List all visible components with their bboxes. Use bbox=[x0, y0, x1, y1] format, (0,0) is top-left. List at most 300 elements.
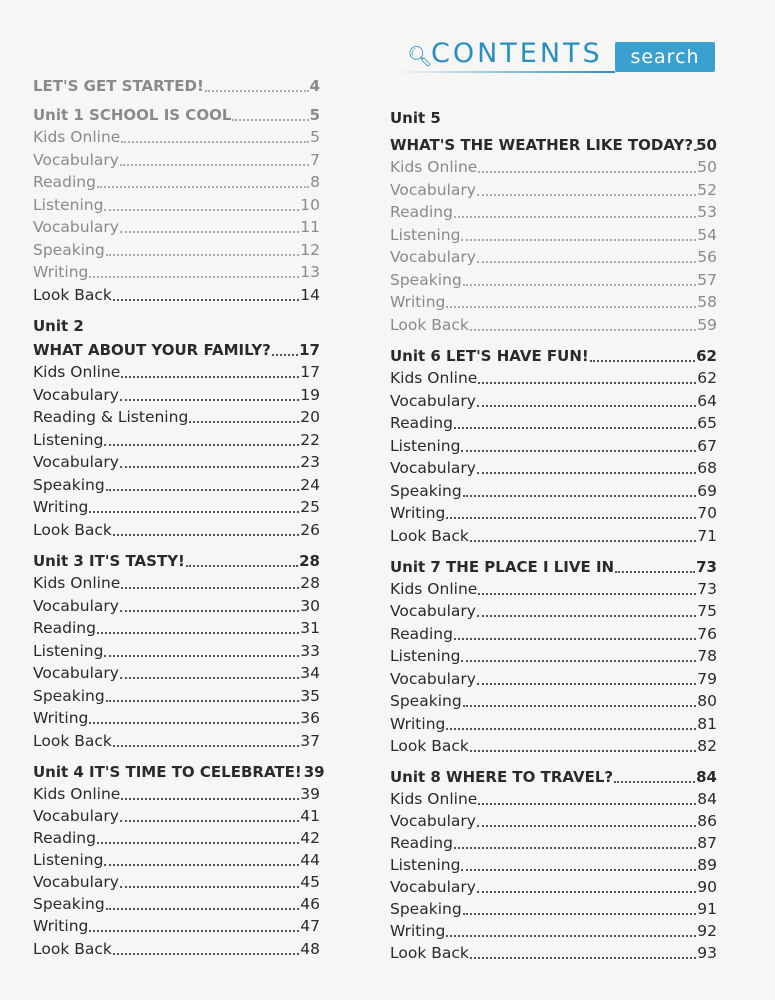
toc-entry-page: 23 bbox=[300, 453, 320, 471]
toc-entry bbox=[390, 479, 717, 501]
toc-entry-label: Listening bbox=[390, 856, 461, 874]
dot-leader bbox=[478, 803, 696, 805]
toc-entry-label: Vocabulary bbox=[33, 453, 119, 471]
header-rule bbox=[395, 71, 615, 73]
toc-entry bbox=[33, 170, 320, 192]
toc-entry-label: Writing bbox=[390, 293, 446, 311]
toc-entry-page: 11 bbox=[300, 218, 320, 236]
toc-entry bbox=[33, 314, 320, 336]
toc-entry bbox=[390, 689, 717, 711]
toc-entry-label: Vocabulary bbox=[390, 392, 476, 410]
toc-entry-label: Vocabulary bbox=[33, 873, 119, 891]
toc-entry bbox=[33, 428, 320, 450]
toc-entry bbox=[33, 238, 320, 260]
toc-entry-label: Speaking bbox=[33, 895, 105, 913]
dot-leader bbox=[446, 935, 696, 937]
toc-entry bbox=[390, 106, 717, 128]
toc-entry bbox=[33, 914, 320, 936]
dot-leader bbox=[463, 495, 697, 497]
toc-entry-page: 68 bbox=[697, 459, 717, 477]
toc-entry bbox=[390, 897, 717, 919]
toc-entry-label: Reading bbox=[390, 203, 453, 221]
toc-entry-label: WHAT ABOUT YOUR FAMILY? bbox=[33, 341, 271, 359]
toc-entry-label: Listening bbox=[33, 642, 104, 660]
toc-entry-page: 67 bbox=[697, 437, 717, 455]
toc-entry-page: 78 bbox=[697, 647, 717, 665]
toc-entry bbox=[33, 549, 320, 571]
toc-entry-page: 82 bbox=[697, 737, 717, 755]
toc-entry-page: 47 bbox=[300, 917, 320, 935]
toc-entry bbox=[390, 155, 717, 177]
toc-entry-label: Reading bbox=[33, 619, 96, 637]
dot-leader bbox=[470, 750, 696, 752]
dot-leader bbox=[477, 615, 696, 617]
toc-entry-label: Speaking bbox=[390, 692, 462, 710]
toc-entry bbox=[33, 260, 320, 282]
toc-entry bbox=[390, 853, 717, 875]
toc-entry-page: 80 bbox=[697, 692, 717, 710]
toc-entry bbox=[390, 622, 717, 644]
toc-entry-label: Unit 2 bbox=[33, 317, 84, 335]
dot-leader bbox=[113, 534, 299, 536]
dot-leader bbox=[461, 239, 696, 241]
dot-leader bbox=[121, 141, 309, 143]
dot-leader bbox=[470, 957, 696, 959]
dot-leader bbox=[120, 820, 299, 822]
dot-leader bbox=[113, 299, 299, 301]
toc-entry-page: 44 bbox=[300, 851, 320, 869]
toc-entry-label: Unit 3 IT'S TASTY! bbox=[33, 552, 185, 570]
dot-leader bbox=[272, 354, 298, 356]
toc-entry-page: 75 bbox=[697, 602, 717, 620]
dot-leader bbox=[446, 306, 696, 308]
toc-entry-page: 19 bbox=[300, 386, 320, 404]
toc-entry bbox=[33, 782, 320, 804]
dot-leader bbox=[121, 376, 299, 378]
dot-leader bbox=[97, 186, 309, 188]
toc-entry-label: Vocabulary bbox=[33, 807, 119, 825]
dot-leader bbox=[97, 842, 299, 844]
toc-entry-page: 35 bbox=[300, 687, 320, 705]
toc-entry-page: 86 bbox=[697, 812, 717, 830]
dot-leader bbox=[121, 587, 299, 589]
toc-entry-label: Listening bbox=[390, 437, 461, 455]
toc-entry-label: Kids Online bbox=[390, 580, 478, 598]
toc-entry-page: 76 bbox=[697, 625, 717, 643]
dot-leader bbox=[189, 421, 299, 423]
toc-entry-label: LET'S GET STARTED! bbox=[33, 77, 204, 95]
dot-leader bbox=[89, 930, 299, 932]
toc-entry-label: Look Back bbox=[33, 732, 112, 750]
toc-entry bbox=[33, 495, 320, 517]
dot-leader bbox=[120, 886, 299, 888]
dot-leader bbox=[694, 149, 695, 151]
toc-entry-page: 26 bbox=[300, 521, 320, 539]
dot-leader bbox=[89, 722, 299, 724]
toc-entry-page: 62 bbox=[697, 369, 717, 387]
toc-entry-page: 41 bbox=[300, 807, 320, 825]
dot-leader bbox=[461, 660, 696, 662]
toc-entry-label: Look Back bbox=[33, 286, 112, 304]
toc-entry bbox=[390, 667, 717, 689]
dot-leader bbox=[615, 571, 695, 573]
toc-entry-page: 87 bbox=[697, 834, 717, 852]
toc-entry bbox=[33, 616, 320, 638]
toc-entry-page: 50 bbox=[696, 136, 717, 154]
toc-entry-label: Vocabulary bbox=[33, 218, 119, 236]
toc-entry bbox=[33, 870, 320, 892]
toc-entry-label: Listening bbox=[33, 851, 104, 869]
dot-leader bbox=[232, 119, 308, 121]
toc-entry-page: 69 bbox=[697, 482, 717, 500]
toc-entry bbox=[33, 338, 320, 360]
dot-leader bbox=[463, 913, 697, 915]
toc-entry-label: Kids Online bbox=[33, 363, 121, 381]
dot-leader bbox=[478, 382, 696, 384]
toc-entry bbox=[33, 193, 320, 215]
toc-entry-label: Vocabulary bbox=[390, 459, 476, 477]
toc-entry-label: Vocabulary bbox=[390, 181, 476, 199]
toc-entry-label: Writing bbox=[33, 263, 89, 281]
dot-leader bbox=[463, 284, 697, 286]
toc-entry bbox=[33, 639, 320, 661]
toc-entry bbox=[33, 473, 320, 495]
toc-entry-page: 59 bbox=[697, 316, 717, 334]
toc-entry-label: Vocabulary bbox=[33, 386, 119, 404]
dot-leader bbox=[477, 683, 696, 685]
dot-leader bbox=[186, 565, 298, 567]
toc-entry bbox=[390, 524, 717, 546]
page-title: CONTENTS bbox=[431, 38, 603, 69]
toc-entry bbox=[390, 644, 717, 666]
toc-entry-page: 13 bbox=[300, 263, 320, 281]
toc-entry-label: Kids Online bbox=[390, 158, 478, 176]
toc-entry bbox=[390, 434, 717, 456]
toc-entry bbox=[33, 661, 320, 683]
toc-entry-page: 30 bbox=[300, 597, 320, 615]
toc-entry-page: 34 bbox=[300, 664, 320, 682]
toc-entry-page: 36 bbox=[300, 709, 320, 727]
toc-entry bbox=[33, 360, 320, 382]
toc-entry-label: Unit 4 IT'S TIME TO CELEBRATE! bbox=[33, 763, 302, 781]
dot-leader bbox=[120, 466, 299, 468]
toc-entry-page: 5 bbox=[309, 106, 320, 124]
toc-entry-label: Look Back bbox=[390, 944, 469, 962]
toc-entry-label: Kids Online bbox=[33, 785, 121, 803]
toc-entry bbox=[390, 366, 717, 388]
dot-leader bbox=[89, 511, 299, 513]
toc-entry-page: 65 bbox=[697, 414, 717, 432]
toc-entry bbox=[390, 712, 717, 734]
toc-entry bbox=[33, 383, 320, 405]
toc-entry-label: Writing bbox=[33, 709, 89, 727]
toc-entry-page: 4 bbox=[309, 77, 320, 95]
dot-leader bbox=[477, 472, 696, 474]
toc-entry-label: Writing bbox=[33, 917, 89, 935]
dot-leader bbox=[614, 781, 695, 783]
toc-entry-label: Writing bbox=[390, 715, 446, 733]
toc-entry-page: 24 bbox=[300, 476, 320, 494]
toc-entry-label: Kids Online bbox=[390, 790, 478, 808]
dot-leader bbox=[106, 908, 300, 910]
toc-entry bbox=[390, 734, 717, 756]
toc-entry-page: 54 bbox=[697, 226, 717, 244]
toc-entry-page: 39 bbox=[300, 785, 320, 803]
toc-entry-label: Unit 8 WHERE TO TRAVEL? bbox=[390, 768, 614, 786]
dot-leader bbox=[461, 450, 696, 452]
toc-entry-label: Speaking bbox=[33, 687, 105, 705]
toc-entry-page: 42 bbox=[300, 829, 320, 847]
toc-entry-label: Kids Online bbox=[33, 574, 121, 592]
toc-entry-page: 28 bbox=[300, 574, 320, 592]
toc-entry bbox=[33, 760, 325, 782]
toc-entry-label: Vocabulary bbox=[390, 670, 476, 688]
toc-entry-label: WHAT'S THE WEATHER LIKE TODAY? bbox=[390, 136, 694, 154]
toc-entry-page: 84 bbox=[696, 768, 717, 786]
dot-leader bbox=[470, 329, 696, 331]
toc-entry-page: 73 bbox=[697, 580, 717, 598]
toc-entry-page: 8 bbox=[310, 173, 320, 191]
toc-entry bbox=[33, 125, 320, 147]
dot-leader bbox=[454, 847, 696, 849]
toc-entry bbox=[390, 411, 717, 433]
toc-entry-page: 17 bbox=[300, 363, 320, 381]
toc-entry-page: 64 bbox=[697, 392, 717, 410]
toc-entry-label: Look Back bbox=[33, 521, 112, 539]
dot-leader bbox=[120, 399, 299, 401]
toc-entry-label: Reading bbox=[390, 834, 453, 852]
dot-leader bbox=[106, 700, 300, 702]
toc-entry-label: Vocabulary bbox=[390, 878, 476, 896]
dot-leader bbox=[120, 677, 299, 679]
dot-leader bbox=[104, 444, 299, 446]
toc-entry-page: 33 bbox=[300, 642, 320, 660]
dot-leader bbox=[104, 209, 299, 211]
toc-entry bbox=[390, 787, 717, 809]
toc-entry bbox=[33, 450, 320, 472]
toc-entry-label: Vocabulary bbox=[390, 602, 476, 620]
toc-entry-page: 79 bbox=[697, 670, 717, 688]
dot-leader bbox=[446, 517, 696, 519]
toc-entry bbox=[390, 223, 717, 245]
toc-entry bbox=[33, 103, 320, 125]
toc-entry-page: 22 bbox=[300, 431, 320, 449]
toc-entry-page: 93 bbox=[697, 944, 717, 962]
toc-entry-label: Speaking bbox=[390, 482, 462, 500]
toc-entry bbox=[390, 577, 717, 599]
toc-entry-page: 81 bbox=[697, 715, 717, 733]
toc-entry-page: 91 bbox=[697, 900, 717, 918]
toc-entry bbox=[33, 826, 320, 848]
toc-entry-label: Unit 5 bbox=[390, 109, 441, 127]
dot-leader bbox=[477, 194, 696, 196]
toc-entry bbox=[33, 283, 320, 305]
dot-leader bbox=[120, 231, 299, 233]
toc-entry-page: 17 bbox=[299, 341, 320, 359]
toc-entry-label: Listening bbox=[390, 647, 461, 665]
dot-leader bbox=[106, 254, 300, 256]
toc-entry bbox=[33, 405, 320, 427]
toc-entry bbox=[33, 518, 320, 540]
toc-entry bbox=[390, 178, 717, 200]
toc-entry-label: Kids Online bbox=[33, 128, 121, 146]
toc-entry-page: 57 bbox=[697, 271, 717, 289]
toc-entry-page: 62 bbox=[696, 347, 717, 365]
dot-leader bbox=[120, 610, 299, 612]
toc-entry-label: Reading bbox=[33, 829, 96, 847]
magnifier-icon: 🔍︎ bbox=[407, 44, 433, 68]
toc-entry-page: 52 bbox=[697, 181, 717, 199]
toc-entry bbox=[33, 148, 320, 170]
toc-entry bbox=[33, 848, 320, 870]
toc-entry-label: Unit 7 THE PLACE I LIVE IN bbox=[390, 558, 615, 576]
toc-entry-page: 31 bbox=[300, 619, 320, 637]
toc-entry-page: 53 bbox=[697, 203, 717, 221]
dot-leader bbox=[463, 705, 697, 707]
dot-leader bbox=[590, 360, 695, 362]
toc-entry-page: 5 bbox=[310, 128, 320, 146]
toc-entry-label: Speaking bbox=[33, 476, 105, 494]
dot-leader bbox=[470, 540, 696, 542]
toc-entry-page: 50 bbox=[697, 158, 717, 176]
toc-entry bbox=[33, 571, 320, 593]
toc-entry bbox=[33, 74, 320, 96]
toc-entry-label: Reading bbox=[390, 414, 453, 432]
dot-leader bbox=[104, 864, 299, 866]
dot-leader bbox=[446, 728, 696, 730]
toc-entry bbox=[390, 200, 717, 222]
toc-entry-label: Vocabulary bbox=[390, 812, 476, 830]
toc-entry-page: 10 bbox=[300, 196, 320, 214]
dot-leader bbox=[106, 489, 300, 491]
toc-entry-label: Vocabulary bbox=[33, 597, 119, 615]
toc-entry-page: 89 bbox=[697, 856, 717, 874]
toc-entry-label: Writing bbox=[390, 922, 446, 940]
dot-leader bbox=[477, 891, 696, 893]
dot-leader bbox=[461, 869, 696, 871]
dot-leader bbox=[113, 745, 299, 747]
toc-entry-page: 28 bbox=[299, 552, 320, 570]
toc-entry-page: 70 bbox=[697, 504, 717, 522]
dot-leader bbox=[478, 593, 696, 595]
toc-entry-label: Look Back bbox=[390, 527, 469, 545]
toc-entry bbox=[33, 684, 320, 706]
toc-entry bbox=[390, 344, 717, 366]
dot-leader bbox=[454, 638, 696, 640]
toc-entry-label: Unit 6 LET'S HAVE FUN! bbox=[390, 347, 589, 365]
toc-entry bbox=[33, 706, 320, 728]
toc-entry bbox=[33, 937, 320, 959]
toc-entry-label: Writing bbox=[33, 498, 89, 516]
toc-entry-page: 46 bbox=[300, 895, 320, 913]
dot-leader bbox=[89, 276, 299, 278]
toc-entry-label: Listening bbox=[390, 226, 461, 244]
toc-entry-page: 73 bbox=[696, 558, 717, 576]
toc-entry bbox=[390, 133, 717, 155]
search-badge: search bbox=[615, 42, 715, 72]
toc-entry-label: Writing bbox=[390, 504, 446, 522]
dot-leader bbox=[477, 405, 696, 407]
toc-entry-label: Reading & Listening bbox=[33, 408, 189, 426]
toc-entry bbox=[390, 268, 717, 290]
toc-entry bbox=[390, 831, 717, 853]
toc-entry-label: Vocabulary bbox=[390, 248, 476, 266]
toc-entry-label: Reading bbox=[33, 173, 96, 191]
toc-entry-page: 39 bbox=[303, 763, 325, 781]
toc-entry-label: Vocabulary bbox=[33, 664, 119, 682]
dot-leader bbox=[477, 825, 696, 827]
toc-entry bbox=[390, 765, 717, 787]
toc-entry-label: Unit 1 SCHOOL IS COOL bbox=[33, 106, 232, 124]
toc-entry bbox=[390, 875, 717, 897]
toc-entry bbox=[390, 809, 717, 831]
toc-entry bbox=[390, 599, 717, 621]
dot-leader bbox=[121, 798, 299, 800]
toc-entry bbox=[33, 729, 320, 751]
dot-leader bbox=[120, 164, 309, 166]
dot-leader bbox=[478, 171, 696, 173]
toc-entry bbox=[390, 456, 717, 478]
dot-leader bbox=[97, 632, 299, 634]
toc-entry-label: Speaking bbox=[390, 271, 462, 289]
toc-entry bbox=[390, 919, 717, 941]
toc-entry bbox=[390, 389, 717, 411]
toc-entry-page: 84 bbox=[697, 790, 717, 808]
toc-entry-page: 37 bbox=[300, 732, 320, 750]
toc-entry bbox=[390, 501, 717, 523]
toc-entry-label: Vocabulary bbox=[33, 151, 119, 169]
toc-entry-label: Speaking bbox=[390, 900, 462, 918]
toc-entry bbox=[33, 215, 320, 237]
toc-entry-page: 48 bbox=[300, 940, 320, 958]
dot-leader bbox=[454, 427, 696, 429]
toc-entry-page: 25 bbox=[300, 498, 320, 516]
toc-entry-label: Listening bbox=[33, 196, 104, 214]
toc-entry bbox=[390, 245, 717, 267]
contents-header bbox=[395, 38, 715, 74]
toc-entry-page: 90 bbox=[697, 878, 717, 896]
toc-entry-label: Speaking bbox=[33, 241, 105, 259]
toc-entry-page: 56 bbox=[697, 248, 717, 266]
toc-entry bbox=[33, 892, 320, 914]
toc-entry-page: 45 bbox=[300, 873, 320, 891]
toc-entry-page: 92 bbox=[697, 922, 717, 940]
toc-entry-page: 71 bbox=[697, 527, 717, 545]
toc-entry-label: Kids Online bbox=[390, 369, 478, 387]
toc-entry bbox=[390, 555, 717, 577]
toc-entry-page: 20 bbox=[300, 408, 320, 426]
dot-leader bbox=[113, 953, 299, 955]
toc-entry-label: Look Back bbox=[390, 737, 469, 755]
dot-leader bbox=[104, 655, 299, 657]
toc-entry bbox=[390, 941, 717, 963]
toc-entry-label: Look Back bbox=[390, 316, 469, 334]
toc-entry-page: 58 bbox=[697, 293, 717, 311]
toc-entry-label: Look Back bbox=[33, 940, 112, 958]
toc-entry bbox=[390, 290, 717, 312]
toc-entry bbox=[33, 804, 320, 826]
dot-leader bbox=[477, 261, 696, 263]
toc-entry-label: Listening bbox=[33, 431, 104, 449]
toc-entry-page: 12 bbox=[300, 241, 320, 259]
toc-entry bbox=[390, 313, 717, 335]
toc-entry bbox=[33, 594, 320, 616]
dot-leader bbox=[205, 90, 309, 92]
toc-entry-page: 14 bbox=[300, 286, 320, 304]
toc-entry-label: Reading bbox=[390, 625, 453, 643]
dot-leader bbox=[454, 216, 696, 218]
toc-entry-page: 7 bbox=[310, 151, 320, 169]
